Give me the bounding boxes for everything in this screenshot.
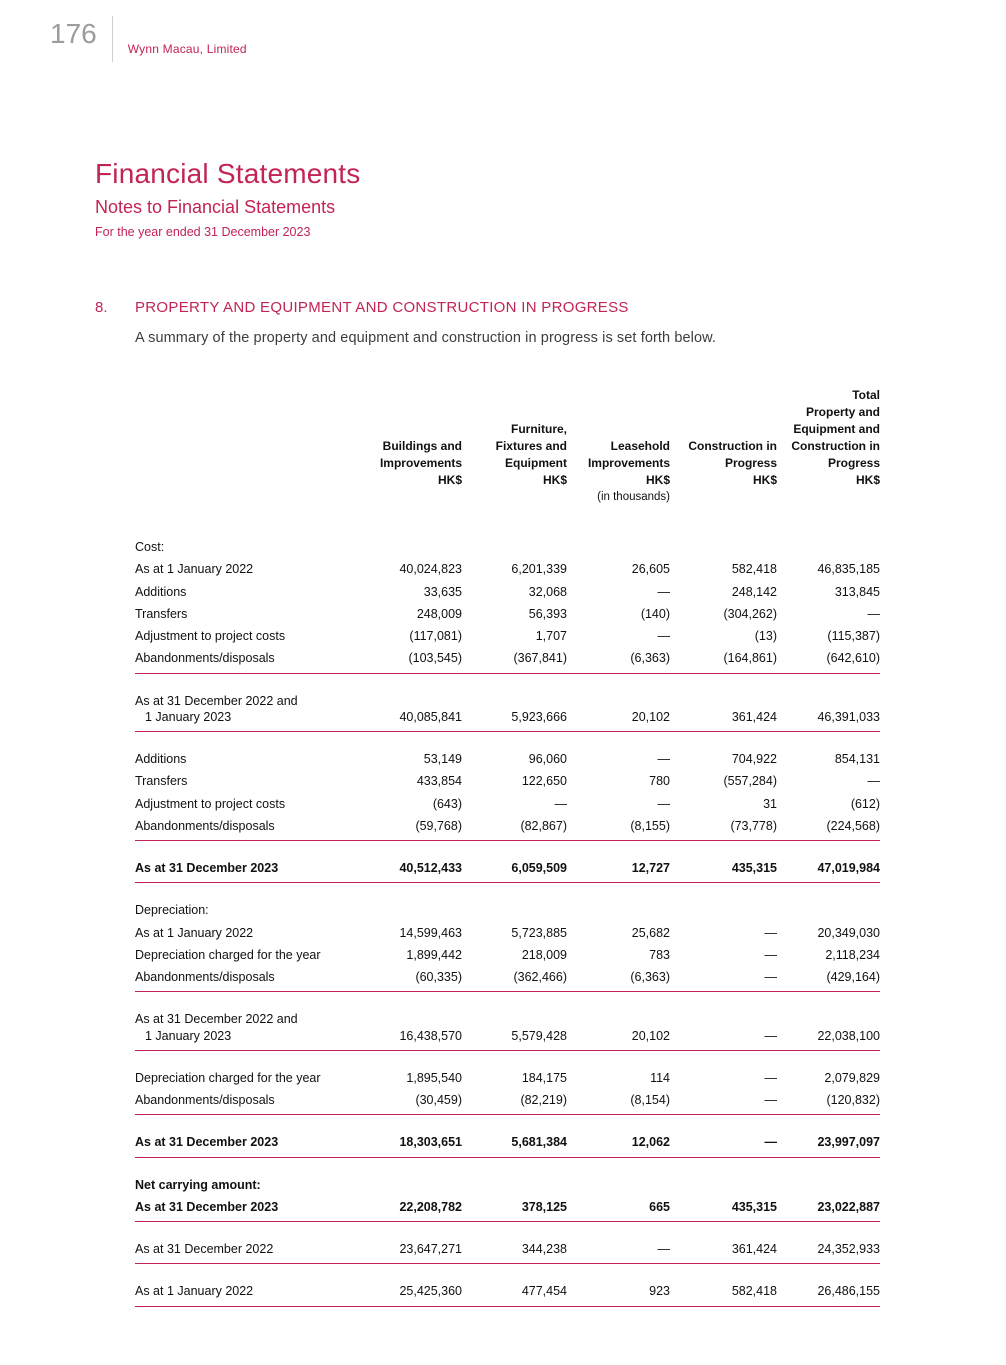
table-spacer — [135, 1222, 880, 1238]
cell-value: — — [764, 1070, 777, 1085]
column-header-line: Progress — [724, 456, 777, 471]
row-label: Adjustment to project costs — [135, 629, 286, 644]
cell-value: — — [657, 629, 670, 644]
table-row — [135, 770, 880, 792]
cell-value: 6,201,339 — [511, 562, 567, 577]
column-header-line: HK$ — [542, 473, 567, 488]
cell-value: — — [867, 774, 880, 789]
cell-value: (117,081) — [409, 629, 462, 644]
cell-value: (140) — [640, 606, 670, 621]
cell-value: 20,349,030 — [817, 925, 880, 940]
cell-value: 5,923,666 — [511, 709, 567, 724]
row-label: Depreciation charged for the year — [135, 1070, 321, 1085]
cell-value: 582,418 — [731, 1284, 777, 1299]
column-header-line: Construction in — [688, 439, 777, 454]
cell-value: (362,466) — [513, 970, 567, 985]
table-spacer — [135, 1264, 880, 1280]
cell-value: 40,512,433 — [399, 861, 462, 876]
column-header-line: Buildings and — [382, 439, 462, 454]
table-row — [135, 1131, 880, 1153]
cell-value: 16,438,570 — [399, 1028, 462, 1043]
table-row — [135, 1280, 880, 1302]
column-header-line: HK$ — [645, 473, 670, 488]
table-row — [135, 1238, 880, 1260]
cell-value: 923 — [649, 1284, 670, 1299]
company-name: Wynn Macau, Limited — [127, 42, 247, 56]
cell-value: 26,605 — [631, 562, 670, 577]
cell-value: — — [657, 796, 670, 811]
table-spacer — [135, 674, 880, 690]
row-label: Additions — [135, 584, 187, 599]
cell-value: 582,418 — [731, 562, 777, 577]
column-header-line: HK$ — [752, 473, 777, 488]
table-row — [135, 1174, 880, 1196]
cell-value: (8,155) — [630, 818, 670, 833]
cell-value: 18,303,651 — [399, 1135, 462, 1150]
table-row — [135, 536, 880, 558]
row-label: As at 31 December 2022 — [135, 1242, 274, 1257]
cell-value: 2,118,234 — [825, 947, 880, 962]
cell-value: 665 — [649, 1199, 670, 1214]
table-spacer — [135, 992, 880, 1008]
cell-value: 20,102 — [631, 1028, 670, 1043]
column-header-line: Total — [852, 388, 880, 402]
row-label: Depreciation charged for the year — [135, 947, 321, 962]
column-header-line: HK$ — [437, 473, 462, 488]
cell-value: 477,454 — [521, 1284, 567, 1299]
row-label: As at 31 December 2022 and 1 January 2023 — [135, 693, 363, 726]
table-row — [135, 603, 880, 625]
cell-value: (115,387) — [827, 629, 880, 644]
cell-value: 313,845 — [834, 584, 880, 599]
cell-value: 23,647,271 — [399, 1242, 462, 1257]
cell-value: (557,284) — [723, 774, 777, 789]
table-row — [135, 944, 880, 966]
cell-value: 40,024,823 — [399, 562, 462, 577]
table-spacer — [135, 883, 880, 899]
cell-value: 1,895,540 — [406, 1070, 462, 1085]
table-row — [135, 690, 880, 729]
cell-value: — — [764, 1028, 777, 1043]
table-row — [135, 625, 880, 647]
cell-value: 783 — [649, 947, 670, 962]
reporting-period: For the year ended 31 December 2023 — [95, 225, 311, 239]
row-label-line2: 1 January 2023 — [145, 709, 232, 724]
cell-value: 5,579,428 — [511, 1028, 567, 1043]
cell-value: 122,650 — [521, 774, 567, 789]
row-label: As at 31 December 2022 and 1 January 2023 — [135, 1011, 363, 1044]
cell-value: 46,391,033 — [817, 709, 880, 724]
cell-value: — — [764, 1135, 777, 1150]
row-label: As at 31 December 2023 — [135, 1135, 279, 1150]
table-row — [135, 748, 880, 770]
cell-value: (103,545) — [408, 651, 462, 666]
table-row — [135, 857, 880, 879]
cell-value: (82,867) — [520, 818, 567, 833]
cell-value: (59,768) — [415, 818, 462, 833]
table-row — [135, 1008, 880, 1047]
row-label: Abandonments/disposals — [135, 970, 275, 985]
cell-value: 704,922 — [731, 752, 777, 767]
table-rule — [135, 1306, 880, 1307]
unit-note: (in thousands) — [597, 491, 670, 504]
column-header — [462, 421, 567, 489]
cell-value: — — [554, 796, 567, 811]
column-header-line: Furniture, — [511, 422, 567, 437]
row-label-line2: 1 January 2023 — [145, 1028, 232, 1043]
table-row — [135, 647, 880, 669]
cell-value: 24,352,933 — [817, 1242, 880, 1257]
column-header — [567, 438, 670, 504]
cell-value: (13) — [754, 629, 777, 644]
table-row — [135, 1196, 880, 1218]
cell-value: 6,059,509 — [511, 861, 567, 876]
cell-value: 114 — [650, 1070, 670, 1085]
row-label: Abandonments/disposals — [135, 1093, 275, 1108]
table-spacer — [135, 1158, 880, 1174]
row-label: Transfers — [135, 774, 188, 789]
cell-value: (60,335) — [415, 970, 462, 985]
section-number: 8. — [95, 299, 108, 316]
cell-value: (73,778) — [730, 818, 777, 833]
column-header — [363, 438, 462, 489]
row-label: As at 1 January 2022 — [135, 925, 254, 940]
row-label: Transfers — [135, 606, 188, 621]
page-number: 176 — [50, 18, 97, 49]
column-header-line: HK$ — [855, 473, 880, 488]
cell-value: 22,208,782 — [399, 1199, 462, 1214]
cell-value: 1,707 — [535, 629, 567, 644]
row-label: Cost: — [135, 540, 165, 555]
column-header-line: Progress — [827, 456, 880, 471]
cell-value: 12,727 — [631, 861, 670, 876]
title-block — [95, 158, 1006, 239]
cell-value: 5,681,384 — [511, 1135, 567, 1150]
document-subtitle: Notes to Financial Statements — [95, 197, 336, 217]
page-header — [0, 0, 1006, 62]
cell-value: — — [764, 947, 777, 962]
cell-value: 32,068 — [528, 584, 567, 599]
row-label: Additions — [135, 752, 187, 767]
column-header-line: Fixtures and — [495, 439, 567, 454]
summary-table — [135, 384, 880, 1307]
row-label: Adjustment to project costs — [135, 796, 286, 811]
table-row — [135, 793, 880, 815]
cell-value: — — [764, 970, 777, 985]
column-header-line: Property and — [805, 405, 880, 420]
table-row — [135, 581, 880, 603]
table-spacer — [135, 1051, 880, 1067]
table-row — [135, 966, 880, 988]
cell-value: 248,142 — [731, 584, 777, 599]
cell-value: (120,832) — [826, 1093, 880, 1108]
table-row — [135, 1089, 880, 1111]
cell-value: — — [867, 606, 880, 621]
cell-value: (367,841) — [513, 651, 567, 666]
row-label: As at 1 January 2022 — [135, 562, 254, 577]
table-row — [135, 899, 880, 921]
cell-value: (164,861) — [723, 651, 777, 666]
cell-value: 56,393 — [528, 606, 567, 621]
row-label: Depreciation: — [135, 903, 209, 918]
cell-value: (6,363) — [630, 970, 670, 985]
cell-value: 344,238 — [521, 1242, 567, 1257]
cell-value: 1,899,442 — [406, 947, 462, 962]
cell-value: 361,424 — [731, 709, 777, 724]
section-intro: A summary of the property and equipment and construction in progress is set forth below. — [135, 330, 717, 346]
row-label: Net carrying amount: — [135, 1177, 261, 1192]
row-label: As at 31 December 2023 — [135, 861, 279, 876]
column-header — [777, 387, 880, 489]
column-header-line: Equipment and — [793, 422, 880, 437]
cell-value: 46,835,185 — [817, 562, 880, 577]
column-header-line: Improvements — [379, 456, 462, 471]
cell-value: (6,363) — [630, 651, 670, 666]
cell-value: 435,315 — [731, 861, 777, 876]
cell-value: (429,164) — [826, 970, 880, 985]
cell-value: (643) — [432, 796, 462, 811]
section-heading — [95, 299, 1006, 316]
cell-value: 361,424 — [731, 1242, 777, 1257]
cell-value: 23,997,097 — [817, 1135, 880, 1150]
cell-value: 14,599,463 — [399, 925, 462, 940]
column-header-line: Improvements — [587, 456, 670, 471]
column-header-line: Construction in — [791, 439, 880, 454]
cell-value: 31 — [763, 796, 777, 811]
cell-value: (612) — [850, 796, 880, 811]
cell-value: 53,149 — [423, 752, 462, 767]
cell-value: 184,175 — [521, 1070, 567, 1085]
table-spacer — [135, 841, 880, 857]
table-row — [135, 815, 880, 837]
cell-value: — — [764, 925, 777, 940]
cell-value: 780 — [649, 774, 670, 789]
cell-value: (8,154) — [630, 1093, 670, 1108]
cell-value: — — [657, 584, 670, 599]
column-header — [670, 438, 777, 489]
column-header-line: Leasehold — [610, 439, 670, 454]
table-row — [135, 922, 880, 944]
cell-value: 433,854 — [416, 774, 462, 789]
cell-value: 378,125 — [521, 1199, 567, 1214]
cell-value: 47,019,984 — [817, 861, 880, 876]
cell-value: 33,635 — [423, 584, 462, 599]
document-title: Financial Statements — [95, 158, 361, 189]
row-label: As at 31 December 2023 — [135, 1199, 279, 1214]
cell-value: (642,610) — [826, 651, 880, 666]
cell-value: 26,486,155 — [817, 1284, 880, 1299]
row-label: As at 1 January 2022 — [135, 1284, 254, 1299]
cell-value: — — [657, 752, 670, 767]
cell-value: 2,079,829 — [824, 1070, 880, 1085]
cell-value: — — [764, 1093, 777, 1108]
cell-value: 25,682 — [631, 925, 670, 940]
cell-value: 25,425,360 — [399, 1284, 462, 1299]
table-spacer — [135, 1115, 880, 1131]
cell-value: 435,315 — [731, 1199, 777, 1214]
cell-value: — — [657, 1242, 670, 1257]
cell-value: 248,009 — [416, 606, 462, 621]
table-spacer — [135, 732, 880, 748]
cell-value: 23,022,887 — [817, 1199, 880, 1214]
cell-value: (304,262) — [723, 606, 777, 621]
cell-value: (30,459) — [415, 1093, 462, 1108]
cell-value: 40,085,841 — [399, 709, 462, 724]
column-header-line: Equipment — [505, 456, 567, 471]
section-title: PROPERTY AND EQUIPMENT AND CONSTRUCTION IN PROGRESS — [135, 299, 629, 316]
row-label: Abandonments/disposals — [135, 651, 275, 666]
cell-value: (82,219) — [520, 1093, 567, 1108]
cell-value: (224,568) — [826, 818, 880, 833]
cell-value: 20,102 — [631, 709, 670, 724]
cell-value: 12,062 — [631, 1135, 670, 1150]
table-header-row — [135, 384, 880, 504]
cell-value: 5,723,885 — [511, 925, 567, 940]
table-row — [135, 1067, 880, 1089]
header-divider — [112, 16, 113, 62]
cell-value: 96,060 — [528, 752, 567, 767]
cell-value: 854,131 — [834, 752, 880, 767]
row-label: Abandonments/disposals — [135, 818, 275, 833]
table-row — [135, 558, 880, 580]
cell-value: 22,038,100 — [817, 1028, 880, 1043]
cell-value: 218,009 — [521, 947, 567, 962]
